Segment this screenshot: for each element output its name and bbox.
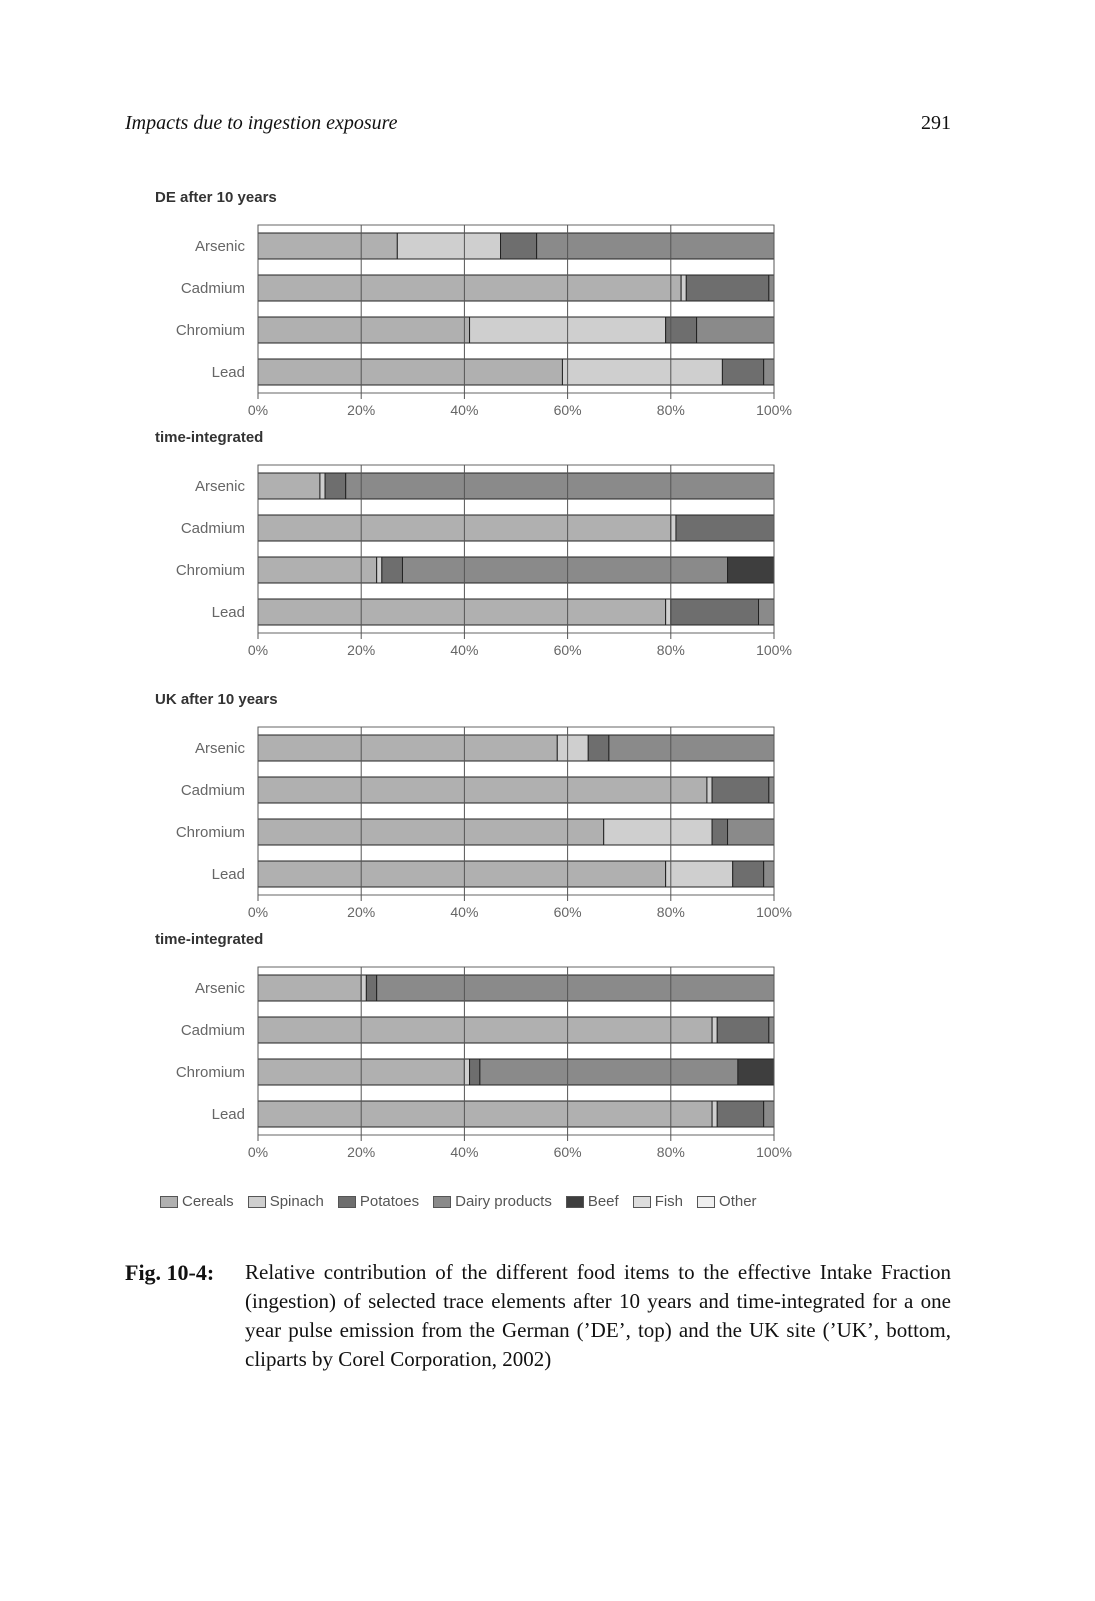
bar-segment-cereals (258, 735, 557, 761)
bar-segment-cereals (258, 317, 470, 343)
bar-segment-potatoes (382, 557, 403, 583)
legend-item-spinach (248, 1193, 324, 1210)
bar-segment-dairy-products (769, 1017, 774, 1043)
bar-segment-potatoes (671, 599, 759, 625)
category-label: Cadmium (180, 280, 245, 297)
bar-segment-cereals (258, 557, 377, 583)
bar-segment-cereals (258, 861, 666, 887)
category-label: Lead (211, 604, 245, 621)
bar-segment-cereals (258, 1017, 712, 1043)
legend-item-beef (566, 1193, 619, 1210)
legend-item-dairy (433, 1193, 552, 1210)
bar-segment-dairy-products (769, 275, 774, 301)
bar-segment-spinach (712, 1017, 717, 1043)
bar-segment-spinach (361, 975, 366, 1001)
tick-label: 20% (347, 402, 376, 418)
tick-label: 60% (553, 904, 582, 920)
bar-segment-potatoes (686, 275, 769, 301)
bar-segment-spinach (557, 735, 588, 761)
page-number: 291 (921, 112, 951, 134)
panel-title: time-integrated (155, 931, 264, 948)
bar-segment-cereals (258, 275, 681, 301)
tick-label: 80% (656, 642, 685, 658)
tick-label: 60% (553, 1144, 582, 1160)
panel-title: time-integrated (155, 429, 264, 446)
bar-segment-dairy-products (759, 599, 774, 625)
bar-segment-dairy-products (537, 233, 774, 259)
bar-segment-potatoes (325, 473, 346, 499)
tick-label: 80% (656, 1144, 685, 1160)
bar-segment-dairy-products (764, 1101, 774, 1127)
legend-item-fish (633, 1193, 683, 1210)
bar-segment-potatoes (712, 819, 727, 845)
bar-segment-spinach (397, 233, 500, 259)
dairy-swatch-icon (433, 1196, 451, 1208)
tick-label: 40% (450, 642, 479, 658)
bar-segment-potatoes (712, 777, 769, 803)
legend-label: Spinach (269, 1193, 324, 1210)
tick-label: 80% (656, 402, 685, 418)
bar-segment-potatoes (666, 317, 697, 343)
spinach-swatch-icon (248, 1196, 266, 1208)
tick-label: 100% (756, 402, 792, 418)
bar-segment-dairy-products (346, 473, 774, 499)
bar-segment-beef (738, 1059, 774, 1085)
bar-segment-cereals (258, 819, 604, 845)
tick-label: 20% (347, 904, 376, 920)
bar-segment-spinach (712, 1101, 717, 1127)
legend-label: Dairy products (455, 1193, 552, 1210)
category-label: Lead (211, 1106, 245, 1123)
legend (160, 1193, 757, 1210)
bar-segment-dairy-products (377, 975, 774, 1001)
bar-segment-cereals (258, 359, 562, 385)
bar-segment-spinach (681, 275, 686, 301)
category-label: Cadmium (180, 520, 245, 537)
tick-label: 40% (450, 402, 479, 418)
tick-label: 0% (247, 904, 269, 920)
category-label: Cadmium (180, 782, 245, 799)
category-label: Chromium (175, 824, 245, 841)
category-label: Cadmium (180, 1022, 245, 1039)
caption-label: Fig. 10-4: (125, 1260, 215, 1285)
category-label: Chromium (175, 322, 245, 339)
category-label: Chromium (175, 1064, 245, 1081)
bar-segment-potatoes (676, 515, 774, 541)
legend-label: Other (719, 1193, 757, 1210)
panel-title: DE after 10 years (155, 189, 277, 206)
bar-segment-potatoes (366, 975, 376, 1001)
tick-label: 20% (347, 1144, 376, 1160)
bar-segment-cereals (258, 777, 707, 803)
bar-segment-spinach (666, 599, 671, 625)
tick-label: 0% (247, 1144, 269, 1160)
legend-item-potatoes (338, 1193, 419, 1210)
bar-segment-cereals (258, 975, 361, 1001)
category-label: Arsenic (194, 478, 245, 495)
bar-segment-spinach (666, 861, 733, 887)
tick-label: 80% (656, 904, 685, 920)
category-label: Chromium (175, 562, 245, 579)
panel-title: UK after 10 years (155, 691, 278, 708)
running-head: Impacts due to ingestion exposure (125, 112, 398, 134)
legend-label: Fish (654, 1193, 684, 1210)
tick-label: 60% (553, 642, 582, 658)
tick-label: 40% (450, 904, 479, 920)
category-label: Lead (211, 866, 245, 883)
bar-segment-dairy-products (764, 861, 774, 887)
category-label: Arsenic (194, 740, 245, 757)
tick-label: 20% (347, 642, 376, 658)
category-label: Arsenic (194, 238, 245, 255)
bar-segment-spinach (604, 819, 712, 845)
bar-segment-potatoes (717, 1101, 763, 1127)
bar-segment-spinach (707, 777, 712, 803)
bar-segment-cereals (258, 473, 320, 499)
potatoes-swatch-icon (338, 1196, 356, 1208)
bar-segment-potatoes (733, 861, 764, 887)
tick-label: 100% (756, 904, 792, 920)
bar-segment-potatoes (588, 735, 609, 761)
other-swatch-icon (697, 1196, 715, 1208)
tick-label: 60% (553, 402, 582, 418)
bar-segment-dairy-products (769, 777, 774, 803)
bar-segment-spinach (464, 1059, 469, 1085)
bar-segment-cereals (258, 1101, 712, 1127)
bar-segment-spinach (320, 473, 325, 499)
bar-segment-dairy-products (609, 735, 774, 761)
bar-segment-cereals (258, 233, 397, 259)
category-label: Arsenic (194, 980, 245, 997)
bar-segment-dairy-products (764, 359, 774, 385)
fish-swatch-icon (633, 1196, 651, 1208)
caption-text: Relative contribution of the different food items to the effective Intake Fraction (ingestion) of selected trace elements after 10 years and time-integrated for a one year pulse emission from the German (’DE’, top) and the UK site (’UK’, bottom, cliparts by Corel Corporation, 2002) (245, 1260, 951, 1371)
legend-label: Potatoes (359, 1193, 420, 1210)
legend-item-cereals (160, 1193, 234, 1210)
legend-item-other (697, 1193, 757, 1210)
tick-label: 0% (247, 642, 269, 658)
bar-segment-cereals (258, 599, 666, 625)
bar-segment-spinach (671, 515, 676, 541)
bar-segment-dairy-products (697, 317, 774, 343)
category-label: Lead (211, 364, 245, 381)
bar-segment-potatoes (470, 1059, 480, 1085)
tick-label: 40% (450, 1144, 479, 1160)
cereals-swatch-icon (160, 1196, 178, 1208)
beef-swatch-icon (566, 1196, 584, 1208)
bar-segment-spinach (562, 359, 722, 385)
tick-label: 100% (756, 1144, 792, 1160)
tick-label: 100% (756, 642, 792, 658)
bar-segment-beef (728, 557, 774, 583)
legend-label: Beef (587, 1193, 619, 1210)
bar-segment-dairy-products (728, 819, 774, 845)
legend-label: Cereals (182, 1193, 234, 1210)
bar-segment-dairy-products (402, 557, 727, 583)
bar-segment-potatoes (717, 1017, 769, 1043)
tick-label: 0% (247, 402, 269, 418)
bar-segment-dairy-products (480, 1059, 738, 1085)
figure-caption (125, 1258, 951, 1374)
bar-segment-potatoes (722, 359, 763, 385)
bar-segment-potatoes (501, 233, 537, 259)
bar-segment-spinach (377, 557, 382, 583)
